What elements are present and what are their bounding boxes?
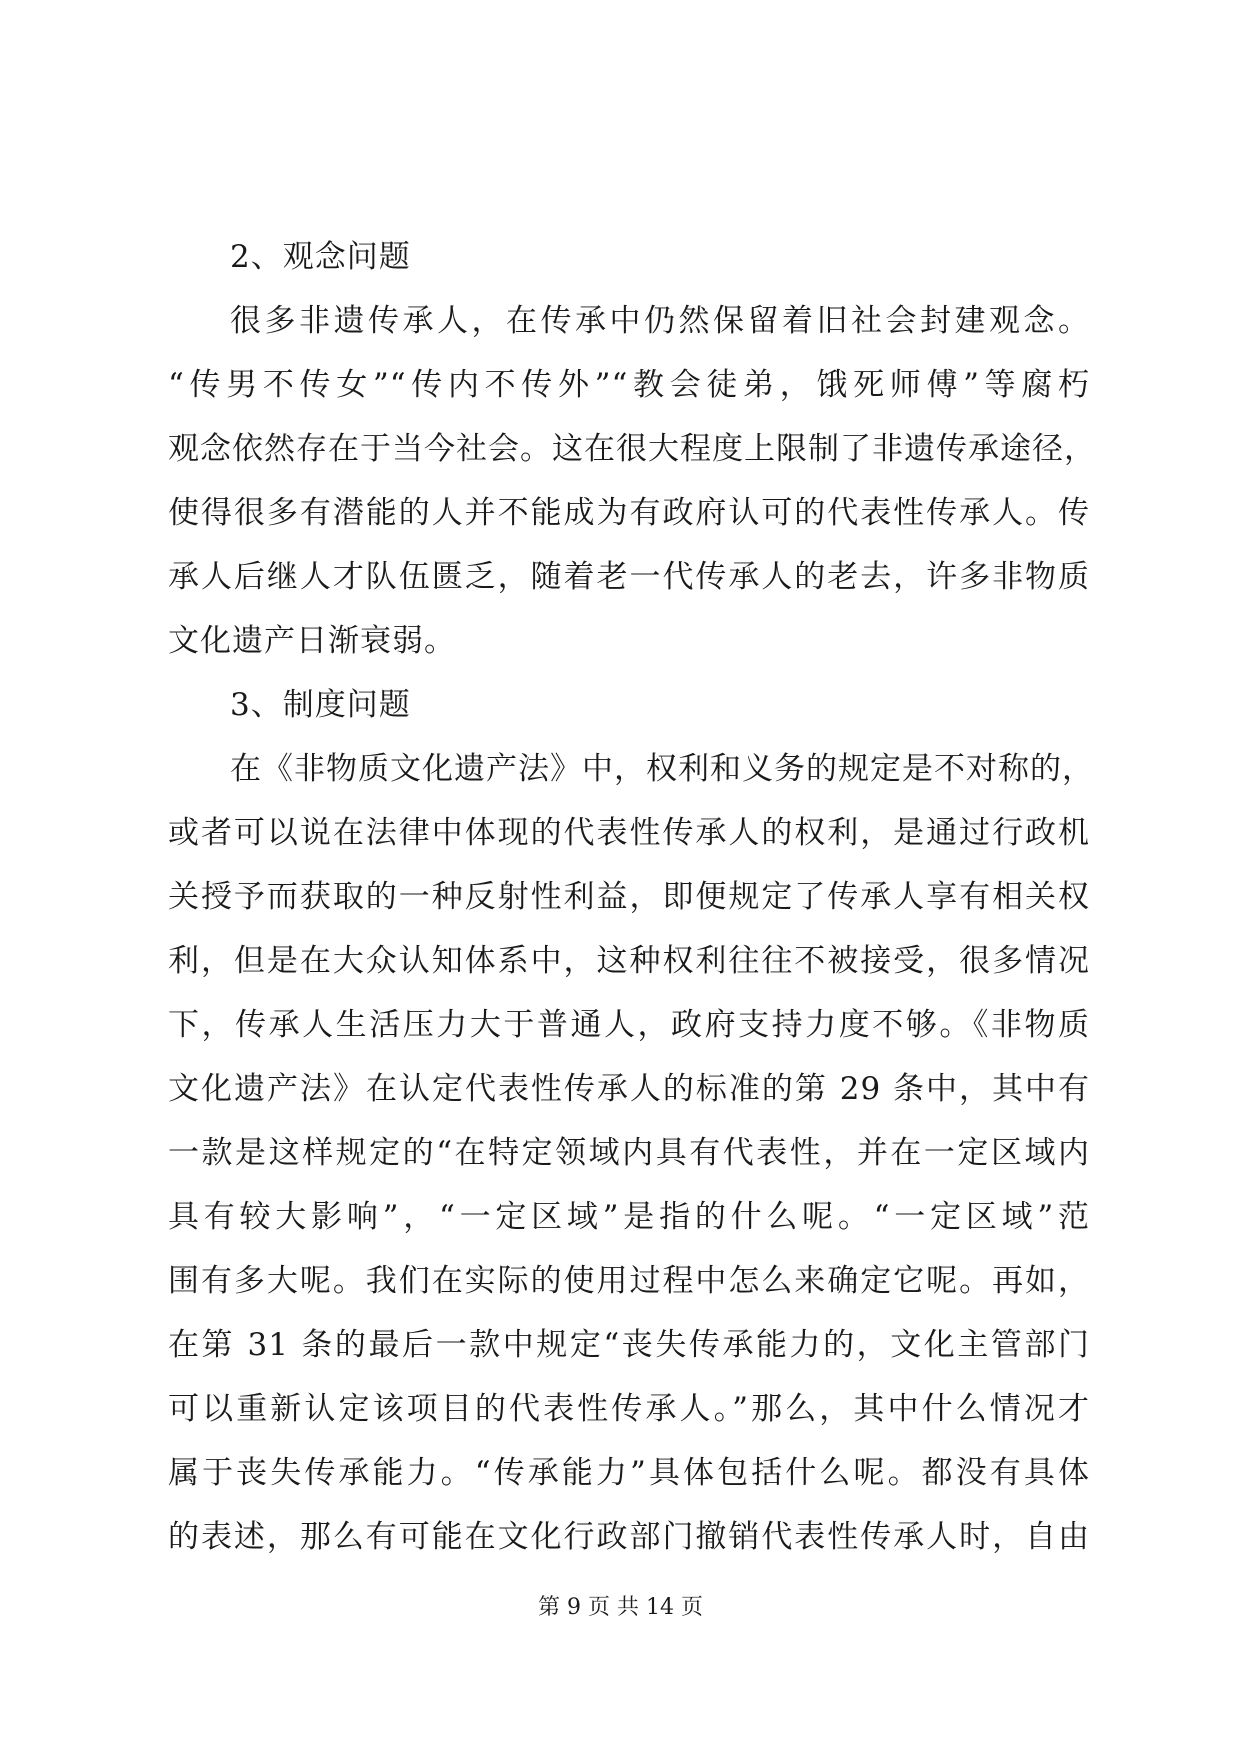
paragraph-line: 的表述，那么有可能在文化行政部门撤销代表性传承人时，自由 — [168, 1519, 1090, 1555]
document-body — [168, 225, 1096, 1569]
paragraph-line: 文化遗产日渐衰弱。 — [168, 623, 456, 659]
paragraph-line: 关授予而获取的一种反射性利益，即便规定了传承人享有相关权 — [168, 879, 1090, 915]
paragraph-line: “传男不传女”“传内不传外”“教会徒弟，饿死师傅”等腐朽 — [168, 367, 1090, 403]
paragraph-line: 具有较大影响”，“一定区域”是指的什么呢。“一定区域”范 — [168, 1199, 1090, 1235]
paragraph-line: 文化遗产法》在认定代表性传承人的标准的第 29 条中，其中有 — [168, 1071, 1090, 1107]
paragraph-line: 使得很多有潜能的人并不能成为有政府认可的代表性传承人。传 — [168, 495, 1090, 531]
paragraph-line: 围有多大呢。我们在实际的使用过程中怎么来确定它呢。再如， — [168, 1263, 1090, 1299]
section-heading: 2、观念问题 — [230, 239, 411, 275]
paragraph-line: 属于丧失传承能力。“传承能力”具体包括什么呢。都没有具体 — [168, 1455, 1090, 1491]
paragraph-line: 承人后继人才队伍匮乏，随着老一代传承人的老去，许多非物质 — [168, 559, 1090, 595]
paragraph-line: 观念依然存在于当今社会。这在很大程度上限制了非遗传承途径， — [168, 431, 1096, 467]
paragraph-line: 可以重新认定该项目的代表性传承人。”那么，其中什么情况才 — [168, 1391, 1090, 1427]
paragraph-line: 很多非遗传承人，在传承中仍然保留着旧社会封建观念。 — [230, 303, 1090, 339]
section-heading: 3、制度问题 — [230, 687, 411, 723]
paragraph-line: 下，传承人生活压力大于普通人，政府支持力度不够。《非物质 — [168, 1007, 1090, 1043]
paragraph-line: 一款是这样规定的“在特定领域内具有代表性，并在一定区域内 — [168, 1135, 1090, 1171]
paragraph-line: 或者可以说在法律中体现的代表性传承人的权利，是通过行政机 — [168, 815, 1090, 851]
paragraph-line: 利，但是在大众认知体系中，这种权利往往不被接受，很多情况 — [168, 943, 1090, 979]
paragraph-line: 在《非物质文化遗产法》中，权利和义务的规定是不对称的， — [230, 751, 1094, 787]
paragraph-line: 在第 31 条的最后一款中规定“丧失传承能力的，文化主管部门 — [168, 1327, 1090, 1363]
page-number-footer: 第 9 页 共 14 页 — [538, 1595, 703, 1620]
